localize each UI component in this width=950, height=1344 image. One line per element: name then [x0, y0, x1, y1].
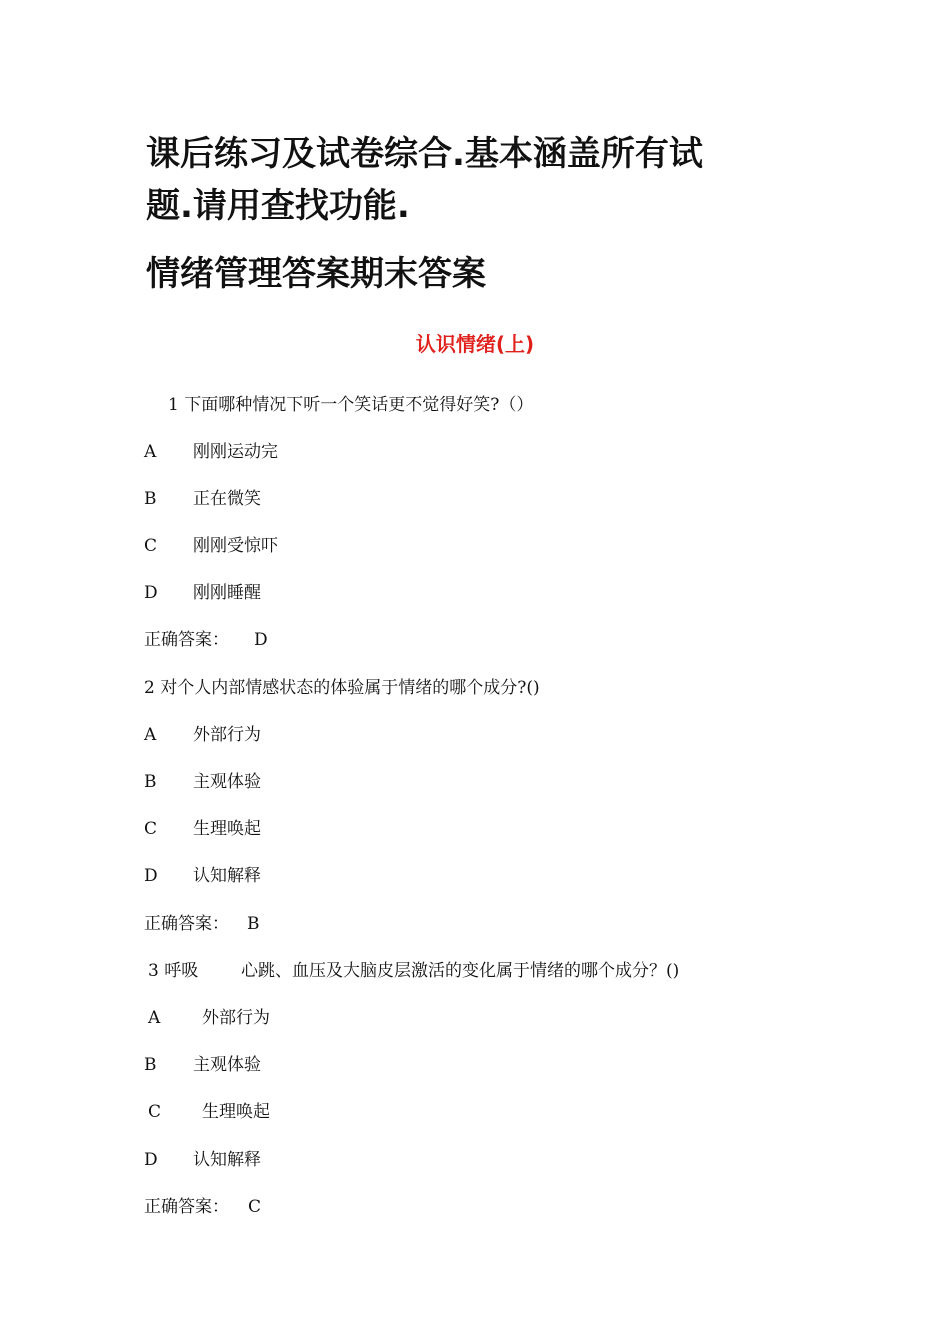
- option-letter: D: [144, 583, 158, 603]
- option-text: 外部行为: [193, 725, 261, 745]
- question-text: 心跳、血压及大脑皮层激活的变化属于情绪的哪个成分？(): [241, 961, 680, 981]
- option-text: 主观体验: [193, 1055, 261, 1075]
- option-text: 刚刚受惊吓: [193, 536, 278, 556]
- option-letter: A: [144, 442, 157, 462]
- answer-label: 正确答案：: [144, 1197, 229, 1217]
- option-text: 正在微笑: [193, 489, 261, 509]
- document-heading-line-1: 课后练习及试卷综合.基本涵盖所有试: [146, 134, 703, 174]
- option-letter: B: [144, 772, 157, 792]
- answer-value: C: [248, 1197, 262, 1217]
- question-text: 2 对个人内部情感状态的体验属于情绪的哪个成分?(): [144, 678, 540, 698]
- option-text: 生理唤起: [193, 819, 261, 839]
- option-letter: C: [144, 819, 158, 839]
- option-text: 刚刚睡醒: [193, 583, 261, 603]
- option-text: 外部行为: [202, 1008, 270, 1028]
- question-text-prefix: 3 呼吸: [148, 961, 199, 981]
- option-text: 认知解释: [193, 1150, 261, 1170]
- answer-value: B: [247, 914, 260, 934]
- answer-value: D: [254, 630, 268, 650]
- answer-label: 正确答案：: [144, 914, 229, 934]
- option-letter: C: [144, 536, 158, 556]
- option-text: 刚刚运动完: [193, 442, 278, 462]
- option-text: 主观体验: [193, 772, 261, 792]
- option-letter: D: [144, 1150, 158, 1170]
- option-text: 认知解释: [193, 866, 261, 886]
- answer-label: 正确答案：: [144, 630, 229, 650]
- option-letter: D: [144, 866, 158, 886]
- option-text: 生理唤起: [202, 1102, 270, 1122]
- option-letter: B: [144, 489, 157, 509]
- option-letter: A: [144, 725, 157, 745]
- option-letter: A: [148, 1008, 161, 1028]
- option-letter: B: [144, 1055, 157, 1075]
- question-text: 1 下面哪种情况下听一个笑话更不觉得好笑?（）: [168, 395, 534, 415]
- section-title: 认识情绪(上): [415, 332, 535, 356]
- option-letter: C: [148, 1102, 162, 1122]
- document-heading-line-3: 情绪管理答案期末答案: [146, 254, 486, 294]
- document-heading-line-2: 题.请用查找功能.: [146, 186, 410, 226]
